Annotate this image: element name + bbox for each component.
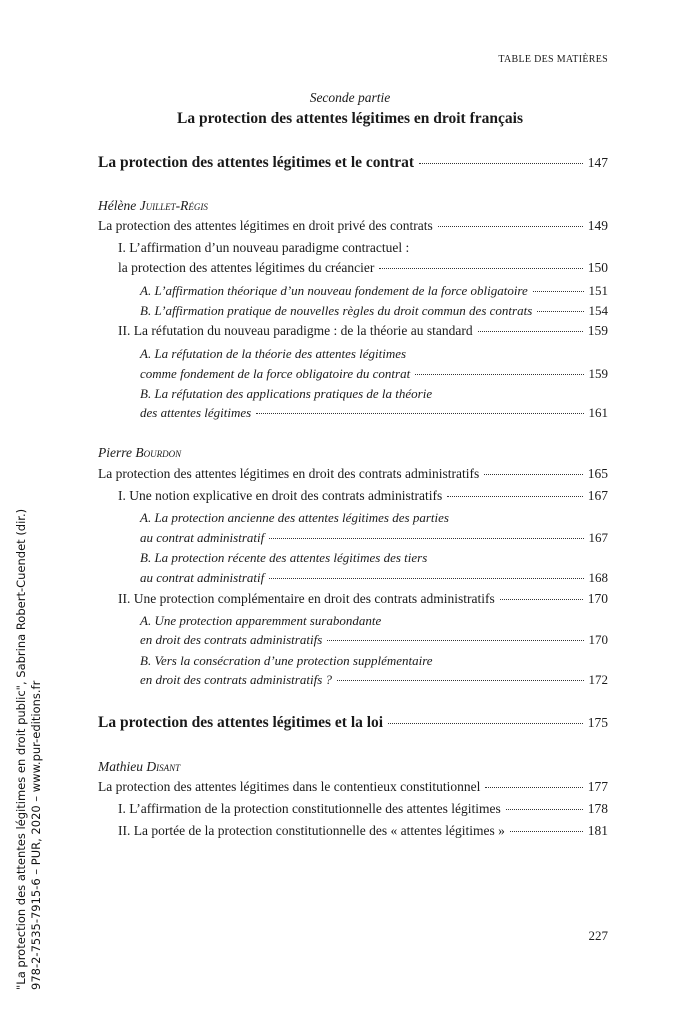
toc-section-heading[interactable] [98,714,608,732]
side-note-line: "La protection des attentes légitimes en droit public", Sabrina Robert-Cuendet (dir.) [14,508,28,990]
leader-dots [500,599,583,600]
chapter-author: Hélène Juillet-Régis [98,198,208,213]
leader-dots [484,474,582,475]
toc-page-number: 147 [587,155,608,170]
leader-dots [478,331,583,332]
toc-entry[interactable]: I. L’affirmation de la protection constitutionnelle des attentes légitimes 178 [118,801,608,816]
leader-dots [415,374,583,375]
leader-dots [269,538,583,539]
leader-dots [447,496,582,497]
side-note-line: 978-2-7535-7915-6 – PUR, 2020 – www.pur-editions.fr [29,680,43,990]
leader-dots [337,680,584,681]
toc-entry-line: I. L’affirmation d’un nouveau paradigme contractuel : [118,240,410,255]
leader-dots [438,226,583,227]
leader-dots [510,831,583,832]
chapter-author: Pierre Bourdon [98,445,182,460]
part-title: La protection des attentes légitimes en droit français [177,110,523,127]
toc-entry[interactable]: B. L’affirmation pratique de nouvelles règles du droit commun des contrats 154 [140,303,608,318]
toc-entry-line: A. La protection ancienne des attentes légitimes des parties [140,510,449,525]
leader-dots [379,268,582,269]
page-number: 227 [588,928,608,943]
toc-entry-text: La protection des attentes légitimes et le contrat [98,154,415,171]
toc-entry[interactable]: des attentes légitimes 161 [140,405,608,420]
leader-dots [537,311,583,312]
leader-dots [533,291,584,292]
toc-entry-line: A. La réfutation de la théorie des attentes légitimes [140,346,407,361]
toc-entry[interactable]: au contrat administratif 167 [140,530,608,545]
leader-dots [327,640,583,641]
toc-entry[interactable]: II. La réfutation du nouveau paradigme : de la théorie au standard 159 [118,323,608,338]
toc-entry[interactable]: comme fondement de la force obligatoire du contrat 159 [140,366,608,381]
running-head: TABLE DES MATIÈRES [498,54,608,65]
toc-entry[interactable]: au contrat administratif 168 [140,570,608,585]
leader-dots [388,723,583,724]
toc-entry-line: B. Vers la consécration d’une protection supplémentaire [140,653,433,668]
toc-chapter-entry[interactable]: La protection des attentes légitimes en droit des contrats administratifs 165 [98,466,608,481]
leader-dots [485,787,582,788]
toc-entry[interactable]: II. Une protection complémentaire en droit des contrats administratifs 170 [118,591,608,606]
leader-dots [256,413,583,414]
toc-entry-text: La protection des attentes légitimes et la loi [98,714,384,731]
toc-chapter-entry[interactable]: La protection des attentes légitimes en droit privé des contrats 149 [98,218,608,233]
toc-entry-line: B. La protection récente des attentes légitimes des tiers [140,550,428,565]
leader-dots [506,809,583,810]
toc-chapter-entry[interactable]: La protection des attentes légitimes dans le contentieux constitutionnel 177 [98,779,608,794]
leader-dots [269,578,583,579]
toc-entry[interactable]: en droit des contrats administratifs 170 [140,632,608,647]
copyright-side-note [14,509,44,990]
toc-section-heading[interactable] [98,154,608,172]
toc-entry[interactable]: en droit des contrats administratifs ? 172 [140,672,608,687]
toc-page-number: 175 [587,715,608,730]
toc-entry-line: A. Une protection apparemment surabondante [140,613,382,628]
toc-entry-line: B. La réfutation des applications pratiques de la théorie [140,386,433,401]
toc-entry[interactable]: I. Une notion explicative en droit des contrats administratifs 167 [118,488,608,503]
toc-entry[interactable]: II. La portée de la protection constitutionnelle des « attentes légitimes » 181 [118,823,608,838]
chapter-author: Mathieu Disant [98,759,181,774]
leader-dots [419,163,583,164]
toc-entry[interactable]: la protection des attentes légitimes du créancier 150 [118,260,608,275]
part-label: Seconde partie [309,90,391,105]
toc-entry[interactable]: A. L’affirmation théorique d’un nouveau fondement de la force obligatoire 151 [140,283,608,298]
